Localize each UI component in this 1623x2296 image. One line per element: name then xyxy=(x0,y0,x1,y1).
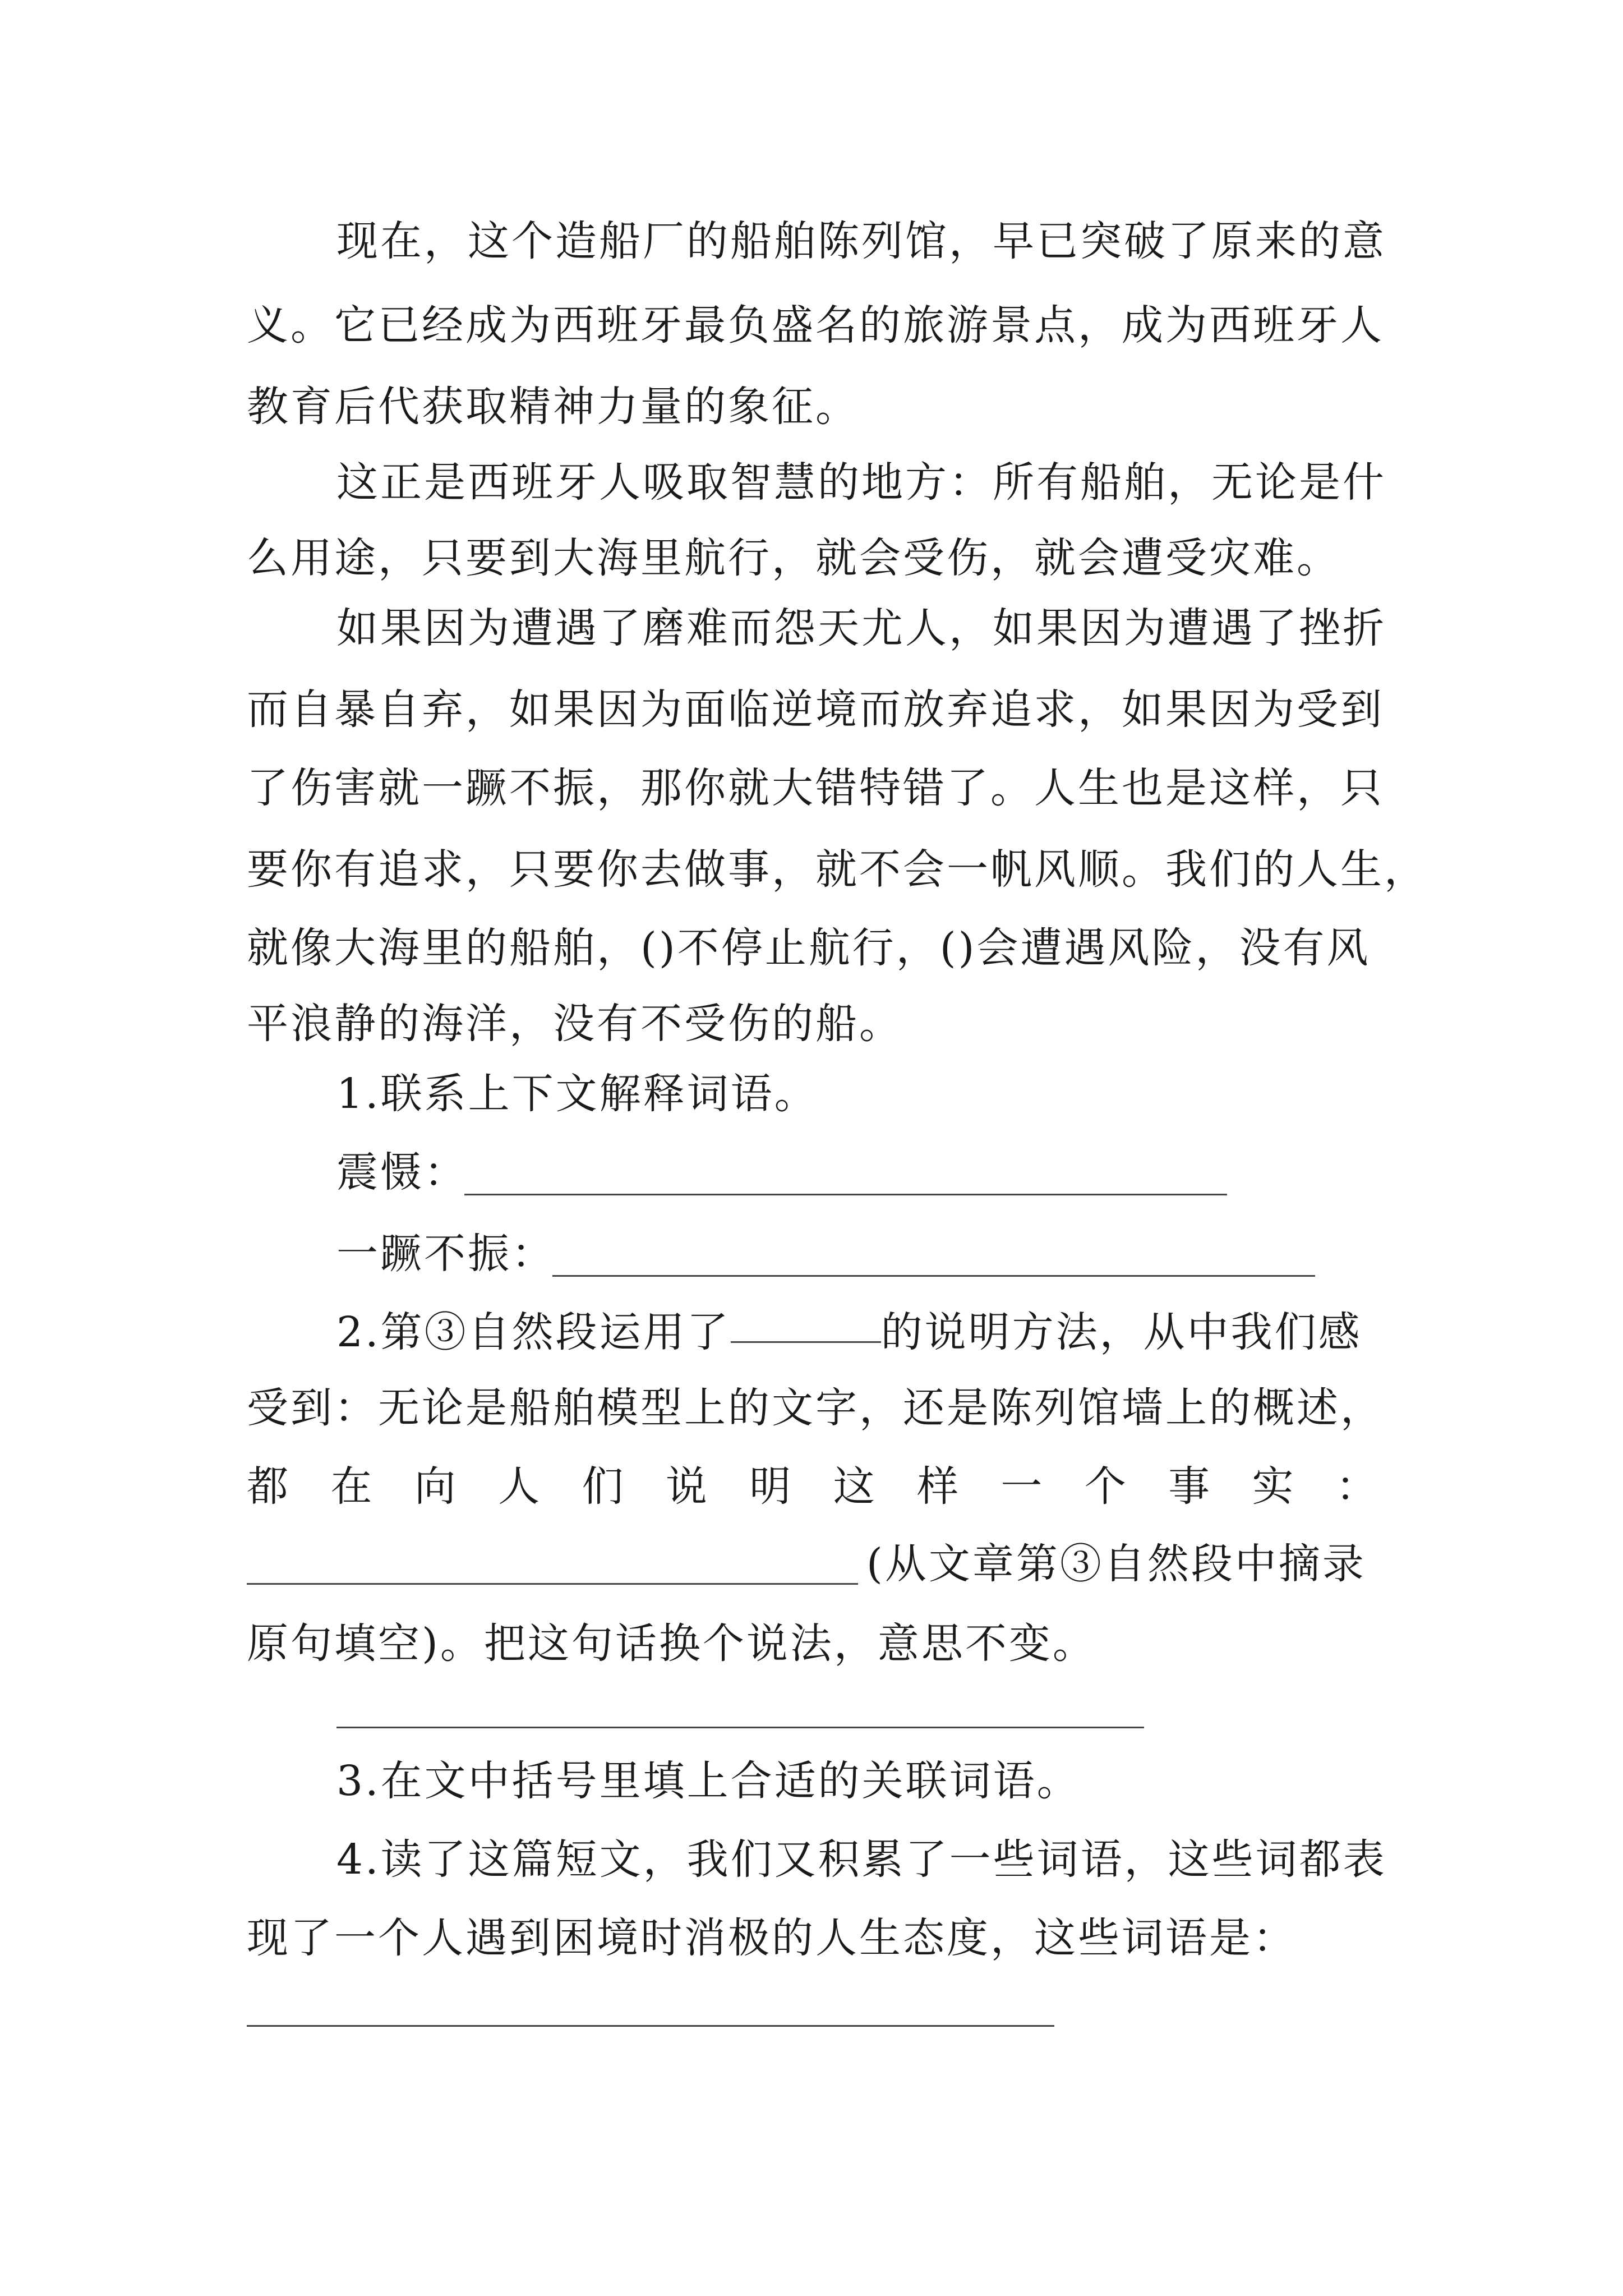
question-2-text-b: 的说明方法，从中我们感 xyxy=(880,1308,1362,1356)
paragraph-line: 如果因为遭遇了磨难而怨天尤人，如果因为遭遇了挫折 xyxy=(336,604,1386,652)
question-2-line-1 xyxy=(336,1304,1380,1360)
justified-char: 在 xyxy=(330,1462,375,1511)
justified-char: 都 xyxy=(247,1462,291,1511)
paragraph-line: 么用途，只要到大海里航行，就会受伤，就会遭受灾难。 xyxy=(247,534,1340,582)
question-3-title: 3.在文中括号里填上合适的关联词语。 xyxy=(336,1757,1081,1805)
answer-blank-term-2[interactable] xyxy=(552,1275,1315,1277)
justified-char: 向 xyxy=(414,1462,458,1511)
justified-char: 一 xyxy=(1000,1462,1045,1511)
paragraph-line: 而自暴自弃，如果因为面临逆境而放弃追求，如果因为受到 xyxy=(247,685,1384,734)
paragraph-line: 平浪静的海洋，没有不受伤的船。 xyxy=(247,1000,903,1048)
justified-char: 实 xyxy=(1252,1462,1296,1511)
justified-char: 这 xyxy=(833,1462,877,1511)
question-1-term-2: 一蹶不振： xyxy=(336,1230,555,1278)
justified-char: 说 xyxy=(665,1462,709,1511)
justified-char: 样 xyxy=(917,1462,961,1511)
paragraph-line: 现在，这个造船厂的船舶陈列馆，早已突破了原来的意 xyxy=(336,217,1386,265)
paragraph-line: 要你有追求，只要你去做事，就不会一帆风顺。我们的人生， xyxy=(247,845,1428,894)
answer-blank-words[interactable] xyxy=(247,2025,1054,2027)
answer-blank-method[interactable] xyxy=(731,1336,881,1343)
question-2-line-5: 原句填空)。把这句话换个说法，意思不变。 xyxy=(247,1619,1096,1668)
paragraph-line: 就像大海里的船舶，()不停止航行，()会遭遇风险，没有风 xyxy=(247,924,1371,972)
justified-char: 明 xyxy=(749,1462,794,1511)
question-4-line-1: 4.读了这篇短文，我们又积累了一些词语，这些词都表 xyxy=(336,1835,1387,1884)
justified-char: ： xyxy=(1335,1462,1380,1511)
paragraph-line: 了伤害就一蹶不振，那你就大错特错了。人生也是这样，只 xyxy=(247,764,1384,812)
justified-char: 们 xyxy=(582,1462,626,1511)
justified-char: 事 xyxy=(1168,1462,1212,1511)
question-2-line-2: 受到：无论是船舶模型上的文字，还是陈列馆墙上的概述， xyxy=(247,1384,1384,1432)
paragraph-line: 教育后代获取精神力量的象征。 xyxy=(247,383,859,431)
paragraph-line: 义。它已经成为西班牙最负盛名的旅游景点，成为西班牙人 xyxy=(247,301,1384,349)
justified-char: 人 xyxy=(498,1462,542,1511)
question-2-line-3 xyxy=(247,1458,1380,1515)
paragraph-line: 这正是西班牙人吸取智慧的地方：所有船舶，无论是什 xyxy=(336,458,1386,507)
justified-char: 个 xyxy=(1084,1462,1128,1511)
question-4-line-2: 现了一个人遇到困境时消极的人生态度，这些词语是： xyxy=(247,1914,1297,1962)
question-2-text-a: 2.第③自然段运用了 xyxy=(336,1308,731,1356)
question-1-term-1: 震慑： xyxy=(336,1148,468,1197)
question-1-title: 1.联系上下文解释词语。 xyxy=(336,1070,818,1118)
answer-blank-rephrase[interactable] xyxy=(336,1727,1144,1728)
answer-blank-term-1[interactable] xyxy=(464,1194,1227,1195)
answer-blank-quote[interactable] xyxy=(247,1583,858,1585)
question-2-line-4: (从文章第③自然段中摘录 xyxy=(866,1540,1366,1588)
